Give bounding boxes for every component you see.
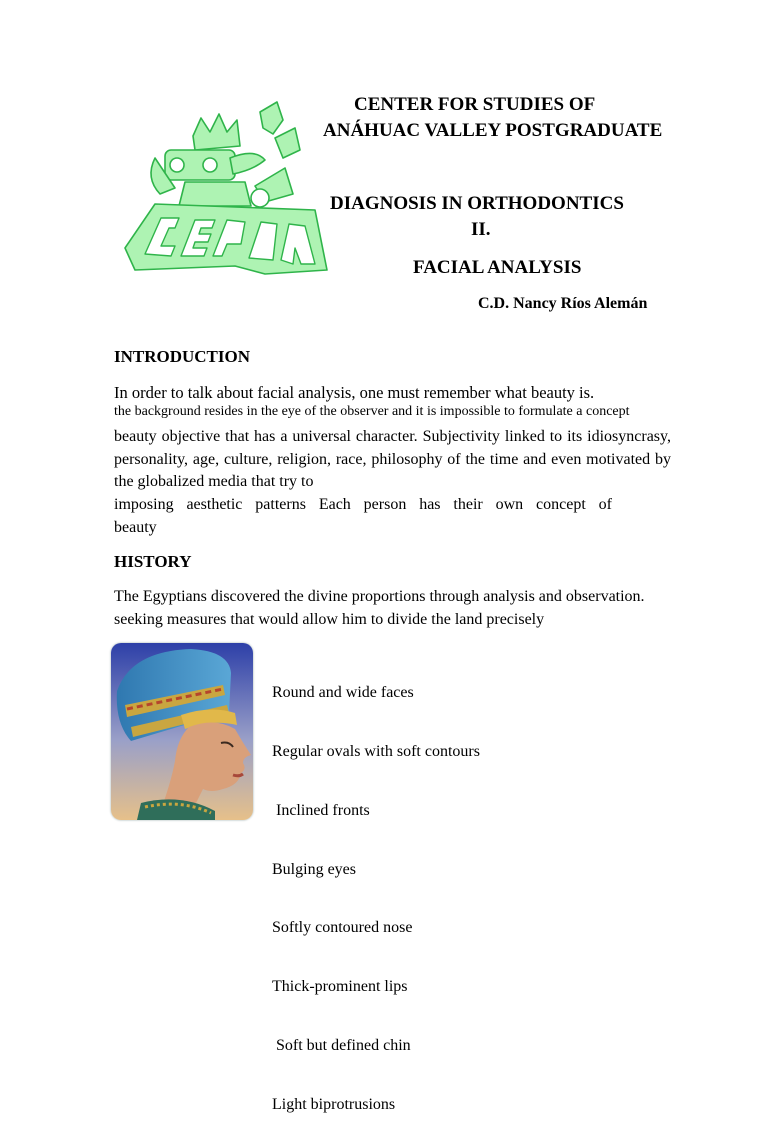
- course-title: DIAGNOSIS IN ORTHODONTICS: [330, 193, 624, 214]
- introduction-heading: INTRODUCTION: [114, 347, 251, 366]
- list-item: Round and wide faces: [272, 684, 414, 702]
- history-line-2: seeking measures that would allow him to divide the land precisely: [114, 611, 545, 628]
- list-item: Soft but defined chin: [272, 1036, 411, 1054]
- list-item: Softly contoured nose: [272, 919, 413, 937]
- list-item: Bulging eyes: [272, 860, 356, 878]
- intro-line-2: the background resides in the eye of the observer and it is impossible to formulate a concept: [114, 404, 630, 419]
- history-line-1: The Egyptians discovered the divine proportions through analysis and observation.: [114, 588, 645, 605]
- cepova-logo: [115, 98, 330, 283]
- list-item: Light biprotrusions: [272, 1095, 396, 1113]
- topic-title: FACIAL ANALYSIS: [413, 257, 582, 278]
- intro-line-1: In order to talk about facial analysis, one must remember what beauty is.: [114, 383, 595, 402]
- course-subtitle: II.: [471, 219, 491, 240]
- logo-text: CEPDVA: [115, 98, 119, 99]
- institution-line-2: ANÁHUAC VALLEY POSTGRADUATE: [323, 120, 663, 141]
- list-item: Regular ovals with soft contours: [272, 742, 480, 760]
- list-item: Thick-prominent lips: [272, 978, 408, 996]
- intro-paragraph-2: imposing aesthetic patterns Each person has their own concept of: [114, 496, 612, 513]
- traits-list: [272, 644, 480, 1134]
- author-name: C.D. Nancy Ríos Alemán: [478, 295, 648, 312]
- intro-paragraph-3: beauty: [114, 519, 157, 536]
- intro-paragraph-1: beauty objective that has a universal character. Subjectivity linked to its idiosyncrasy, personality, age, culture, religion, race, philosophy of the time and even motivated by the globalized media that try to: [114, 428, 671, 490]
- nefertiti-portrait: [111, 643, 253, 820]
- list-item: Inclined fronts: [272, 801, 370, 819]
- history-heading: HISTORY: [114, 552, 192, 571]
- institution-line-1: CENTER FOR STUDIES OF: [354, 94, 596, 115]
